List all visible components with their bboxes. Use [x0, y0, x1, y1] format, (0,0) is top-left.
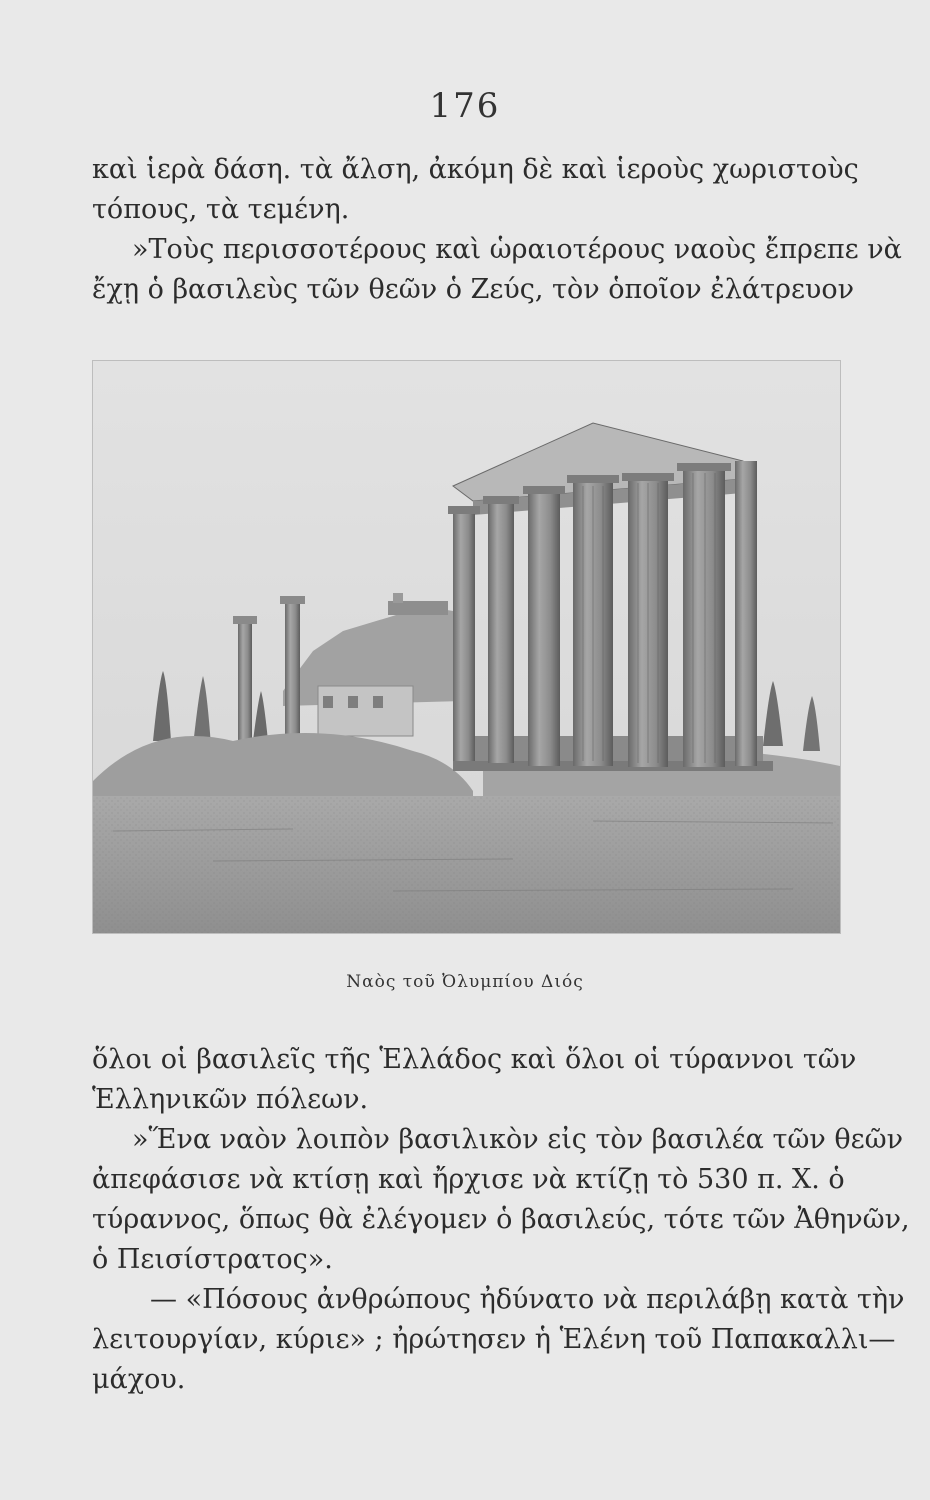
text-line: καὶ ἱερὰ δάση. τὰ ἄλση, ἀκόμη δὲ καὶ ἱεροὺς χωριστοὺς [92, 154, 859, 185]
text-line: Ἑλληνικῶν πόλεων. [92, 1084, 369, 1115]
temple-photograph [92, 360, 841, 934]
text-line: ὅλοι οἱ βασιλεῖς τῆς Ἑλλάδος καὶ ὅλοι οἱ τύραννοι τῶν [92, 1044, 857, 1075]
text-line: »Ἕνα ναὸν λοιπὸν βασιλικὸν εἰς τὸν βασιλέα τῶν θεῶν [132, 1124, 904, 1155]
text-line: μάχου. [92, 1364, 186, 1395]
text-line: ὁ Πεισίστρατος». [92, 1244, 333, 1275]
temple-illustration [93, 361, 840, 933]
text-line: ἀπεφάσισε νὰ κτίσῃ καὶ ἤρχισε νὰ κτίζῃ τὸ 530 π. Χ. ὁ [92, 1164, 845, 1195]
text-line: — «Πόσους ἀνθρώπους ἠδύνατο νὰ περιλάβῃ κατὰ τὴν [150, 1284, 905, 1315]
text-line: λειτουργίαν, κύριε» ; ἠρώτησεν ἡ Ἑλένη τοῦ Παπακαλλι— [92, 1324, 896, 1355]
text-line: τόπους, τὰ τεμένη. [92, 194, 350, 225]
figure-caption: Ναὸς τοῦ Ὀλυμπίου Διός [346, 972, 584, 992]
top-paragraph [92, 150, 902, 310]
text-line: τύραννος, ὅπως θὰ ἐλέγομεν ὁ βασιλεύς, τότε τῶν Ἀθηνῶν, [92, 1204, 910, 1235]
bottom-paragraph [92, 1040, 910, 1400]
page-number: 176 [429, 86, 501, 126]
text-line: ἔχῃ ὁ βασιλεὺς τῶν θεῶν ὁ Ζεύς, τὸν ὁποῖον ἐλάτρευον [92, 274, 855, 305]
text-line: »Τοὺς περισσοτέρους καὶ ὡραιοτέρους ναοὺς ἔπρεπε νὰ [132, 234, 902, 265]
